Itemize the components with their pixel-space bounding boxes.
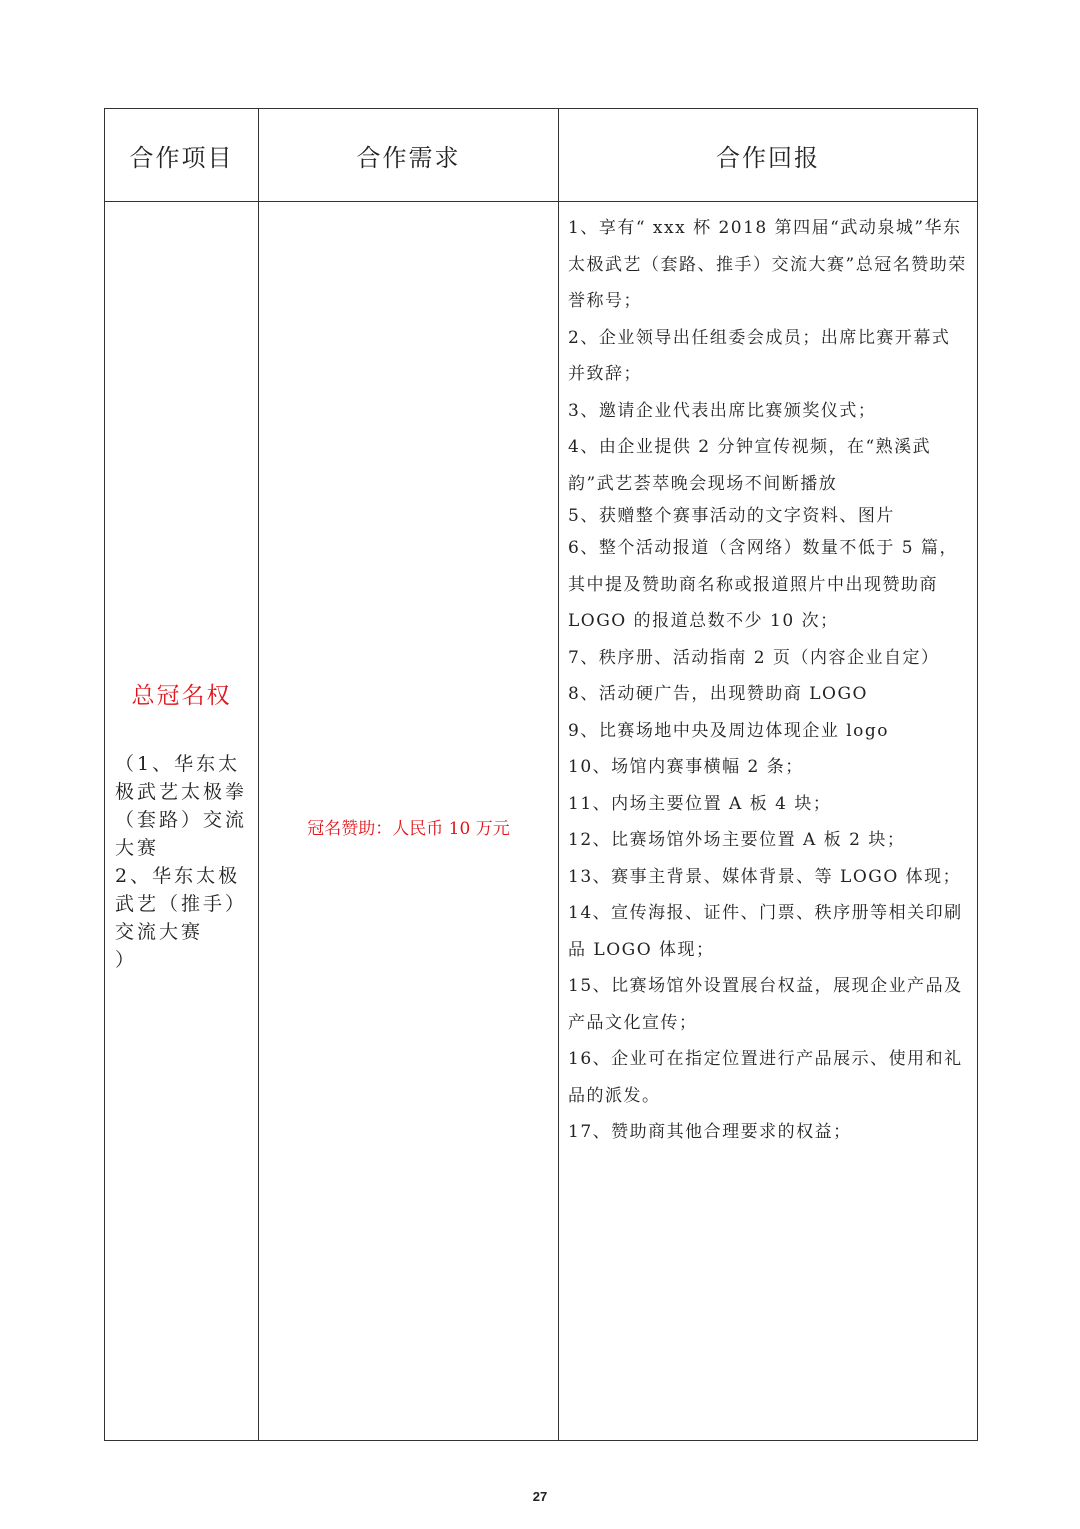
reward-item-4: 4、由企业提供 2 分钟宣传视频，在“熟溪武韵”武艺荟萃晚会现场不间断播放 bbox=[568, 437, 932, 494]
reward-item-17: 17、赞助商其他合理要求的权益； bbox=[568, 1122, 852, 1142]
reward-item-9: 9、比赛场地中央及周边体现企业 logo bbox=[568, 720, 890, 741]
cooperation-table bbox=[104, 108, 978, 1441]
reward-item-14: 14、宣传海报、证件、门票、秩序册等相关印刷品 LOGO 体现； bbox=[568, 903, 963, 960]
item-title: 总冠名权 bbox=[131, 682, 232, 709]
header-cooperation-reward: 合作回报 bbox=[559, 109, 978, 202]
reward-item-6: 6、整个活动报道（含网络）数量不低于 5 篇，其中提及赞助商名称或报道照片中出现赞助商 LOGO 的报道总数不少 10 次； bbox=[568, 538, 958, 631]
reward-item-15: 15、比赛场馆外设置展台权益，展现企业产品及产品文化宣传； bbox=[568, 976, 963, 1033]
header-cooperation-demand: 合作需求 bbox=[259, 109, 559, 202]
demand-cell: 冠名赞助：人民币 10 万元 bbox=[259, 202, 559, 1441]
reward-item-8: 8、活动硬广告，出现赞助商 LOGO bbox=[568, 684, 868, 704]
reward-item-1: 1、享有“ xxx 杯 2018 第四届“武动泉城”华东太极武艺（套路、推手）交流大赛”总冠名赞助荣誉称号； bbox=[568, 218, 967, 311]
reward-item-3: 3、邀请企业代表出席比赛颁奖仪式； bbox=[568, 400, 877, 421]
reward-item-16: 16、企业可在指定位置进行产品展示、使用和礼品的派发。 bbox=[568, 1049, 963, 1106]
table-row bbox=[105, 202, 978, 1441]
reward-item-12: 12、比赛场馆外场主要位置 A 板 2 块； bbox=[568, 830, 906, 850]
page-number: 27 bbox=[532, 1489, 548, 1504]
reward-item-7: 7、秩序册、活动指南 2 页（内容企业自定） bbox=[568, 647, 940, 668]
reward-cell bbox=[559, 202, 978, 1441]
table-header-row bbox=[105, 109, 978, 202]
reward-item-5: 5、获赠整个赛事活动的文字资料、图片 bbox=[568, 506, 895, 526]
reward-item-2: 2、企业领导出任组委会成员；出席比赛开幕式并致辞； bbox=[568, 327, 951, 384]
item-cell bbox=[105, 202, 259, 1441]
header-cooperation-item: 合作项目 bbox=[105, 109, 259, 202]
item-description: （1、华东太极武艺太极拳（套路）交流大赛 2、华东太极武艺（推手）交流大赛 ） bbox=[115, 752, 248, 971]
reward-list bbox=[568, 210, 967, 1151]
reward-item-13: 13、赛事主背景、媒体背景、等 LOGO 体现； bbox=[568, 866, 962, 887]
reward-item-10: 10、场馆内赛事横幅 2 条； bbox=[568, 757, 804, 777]
reward-item-11: 11、内场主要位置 A 板 4 块； bbox=[568, 793, 832, 814]
